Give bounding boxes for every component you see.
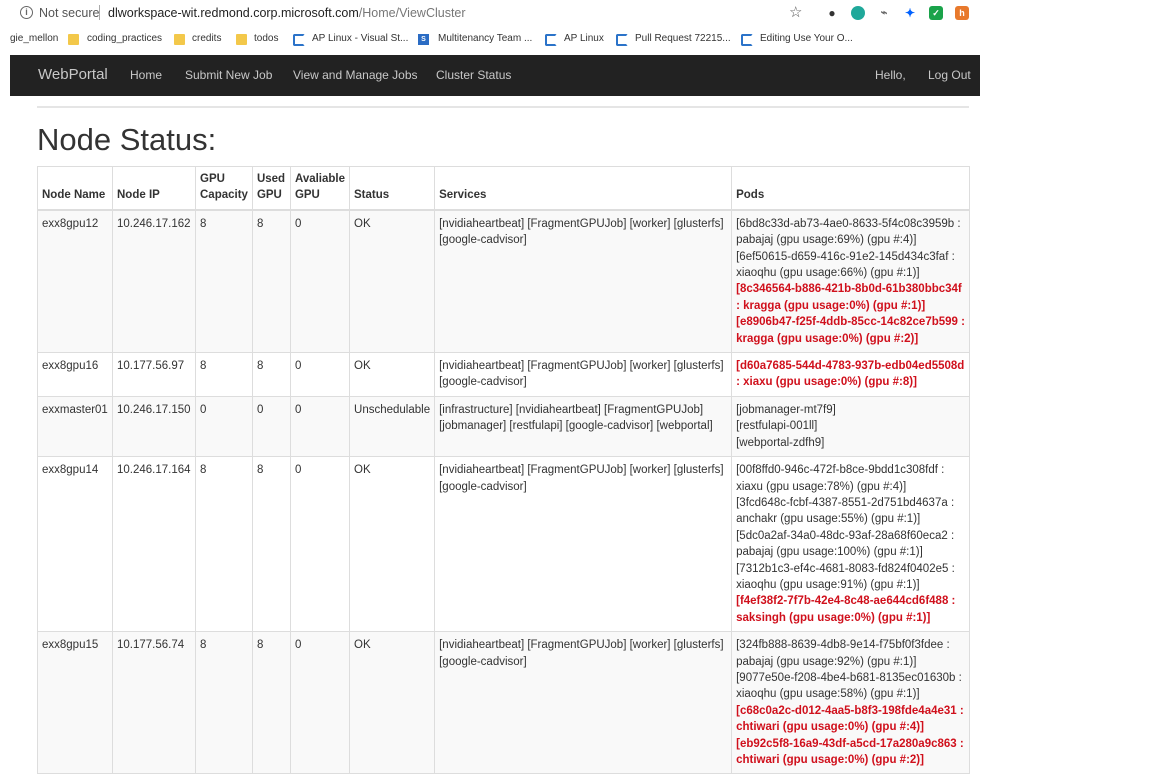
cell-services: [nvidiaheartbeat] [FragmentGPUJob] [worker] [glusterfs] [google-cadvisor] — [435, 457, 732, 632]
bookmark-item[interactable]: todos — [254, 33, 279, 44]
table-row — [38, 396, 970, 456]
cell-status: Unschedulable — [350, 396, 435, 456]
cell-services: [nvidiaheartbeat] [FragmentGPUJob] [worker] [glusterfs] [google-cadvisor] — [435, 353, 732, 397]
sharepoint-icon: S — [418, 34, 429, 45]
cell-pods — [732, 210, 970, 353]
pod-entry: [webportal-zdfh9] — [736, 436, 825, 449]
header-pods: Pods — [732, 167, 970, 210]
cell-used-gpu: 8 — [252, 632, 290, 774]
vs-icon — [741, 34, 753, 46]
bookmark-item[interactable]: coding_practices — [87, 33, 163, 44]
cell-used-gpu: 8 — [252, 210, 290, 353]
pod-entry: [3fcd648c-fcbf-4387-8551-2d751bd4637a : anchakr (gpu usage:55%) (gpu #:1)] — [736, 496, 955, 526]
cell-used-gpu: 8 — [252, 353, 290, 397]
cell-gpu-capacity: 0 — [196, 396, 253, 456]
header-node-name: Node Name — [38, 167, 113, 210]
bookmark-item[interactable]: Multitenancy Team ... — [438, 33, 533, 44]
folder-icon — [236, 34, 247, 45]
header-text: Used — [256, 173, 286, 185]
bookmark-item[interactable]: AP Linux - Visual St... — [312, 33, 409, 44]
cell-services: [nvidiaheartbeat] [FragmentGPUJob] [worker] [glusterfs] [google-cadvisor] — [435, 632, 732, 774]
browser-url-bar[interactable] — [0, 0, 1152, 27]
dropbox-icon[interactable]: ✦ — [904, 6, 916, 20]
header-text: GPU — [256, 189, 282, 202]
bookmark-item[interactable]: Editing Use Your O... — [760, 33, 853, 44]
header-used-gpu — [252, 167, 290, 210]
header-gpu-capacity — [196, 167, 253, 210]
pod-entry: [jobmanager-mt7f9] — [736, 403, 836, 416]
pod-entry: [00f8ffd0-946c-472f-b8ce-9bdd1c308fdf : xiaxu (gpu usage:78%) (gpu #:4)] — [736, 464, 945, 493]
cell-available-gpu: 0 — [290, 632, 349, 774]
nav-cluster-status[interactable]: Cluster Status — [436, 68, 512, 82]
pod-entry-idle: [eb92c5f8-16a9-43df-a5cd-17a280a9c863 : chtiwari (gpu usage:0%) (gpu #:2)] — [736, 737, 964, 766]
cell-node-ip: 10.246.17.164 — [113, 457, 196, 632]
cell-services: [nvidiaheartbeat] [FragmentGPUJob] [worker] [glusterfs] [google-cadvisor] — [435, 210, 732, 353]
cell-node-ip: 10.177.56.74 — [113, 632, 196, 774]
pod-entry: [324fb888-8639-4db8-9e14-f75bf0f3fdee : pabajaj (gpu usage:92%) (gpu #:1)] — [736, 639, 950, 668]
pod-entry-idle: [8c346564-b886-421b-8b0d-61b380bbc34f : kragga (gpu usage:0%) (gpu #:1)] — [736, 283, 962, 312]
nav-home[interactable]: Home — [130, 68, 163, 82]
cell-status: OK — [350, 210, 435, 353]
bookmark-item[interactable]: AP Linux — [564, 33, 604, 44]
table-header-row — [38, 167, 970, 210]
cell-node-name: exxmaster01 — [38, 396, 113, 456]
bookmarks-bar — [0, 27, 1152, 52]
bookmark-item[interactable]: credits — [192, 33, 222, 44]
office-icon[interactable]: h — [955, 6, 969, 20]
pod-entry-idle: [c68c0a2c-d012-4aa5-b8f3-198fde4a4e31 : chtiwari (gpu usage:0%) (gpu #:4)] — [736, 704, 964, 734]
folder-icon — [68, 34, 79, 45]
divider — [37, 106, 969, 108]
header-node-ip: Node IP — [113, 167, 196, 210]
pod-entry-idle: [f4ef38f2-7f7b-42e4-8c48-ae644cd6f488 : saksingh (gpu usage:0%) (gpu #:1)] — [736, 595, 956, 624]
pod-entry: [9077e50e-f208-4be4-b681-8135ec01630b : xiaoqhu (gpu usage:58%) (gpu #:1)] — [736, 671, 962, 701]
pod-entry: [5dc0a2af-34a0-48dc-93af-28a68f60eca2 : pabajaj (gpu usage:100%) (gpu #:1)] — [736, 529, 955, 559]
table-body — [38, 210, 970, 774]
header-services: Services — [435, 167, 732, 210]
greeting: Hello, — [875, 68, 906, 82]
url-divider — [99, 5, 100, 20]
cell-node-name: exx8gpu12 — [38, 210, 113, 353]
security-label[interactable]: Not secure — [39, 6, 100, 20]
cell-status: OK — [350, 457, 435, 632]
bookmark-item[interactable]: Pull Request 72215... — [635, 33, 731, 44]
top-navbar — [10, 55, 980, 96]
cell-available-gpu: 0 — [290, 396, 349, 456]
nav-view-manage-jobs[interactable]: View and Manage Jobs — [293, 68, 418, 82]
bookmark-star-icon[interactable]: ☆ — [789, 4, 803, 21]
nav-submit-new-job[interactable]: Submit New Job — [185, 68, 273, 82]
table-row — [38, 353, 970, 397]
cell-available-gpu: 0 — [290, 210, 349, 353]
pod-entry: [7312b1c3-ef4c-4681-8083-fd824f0402e5 : xiaoqhu (gpu usage:91%) (gpu #:1)] — [736, 562, 955, 591]
pod-entry: [restfulapi-001ll] — [736, 420, 818, 433]
logout-link[interactable]: Log Out — [928, 68, 971, 82]
header-text: Capacity — [200, 189, 248, 202]
header-text: Avaliable — [294, 173, 346, 185]
cell-pods — [732, 632, 970, 774]
pod-entry-idle: [e8906b47-f25f-4ddb-85cc-14c82ce7b599 : kragga (gpu usage:0%) (gpu #:2)] — [736, 316, 965, 345]
bookmark-item[interactable]: gie_mellon — [10, 33, 59, 44]
circle-icon[interactable] — [851, 6, 865, 20]
cell-node-name: exx8gpu16 — [38, 353, 113, 397]
cell-used-gpu: 8 — [252, 457, 290, 632]
node-status-table — [37, 166, 970, 774]
header-text: GPU — [200, 173, 225, 185]
cell-gpu-capacity: 8 — [196, 353, 253, 397]
cell-gpu-capacity: 8 — [196, 457, 253, 632]
cell-pods — [732, 457, 970, 632]
folder-icon — [174, 34, 185, 45]
cell-services: [infrastructure] [nvidiaheartbeat] [FragmentGPUJob] [jobmanager] [restfulapi] [google-cadvisor] [webportal] — [435, 396, 732, 456]
cell-status: OK — [350, 353, 435, 397]
cell-status: OK — [350, 632, 435, 774]
vs-icon — [293, 34, 305, 46]
cell-node-ip: 10.177.56.97 — [113, 353, 196, 397]
header-text: GPU — [294, 189, 320, 202]
url-host: dlworkspace-wit.redmond.corp.microsoft.com — [108, 6, 359, 20]
table-row — [38, 210, 970, 353]
brand-link[interactable]: WebPortal — [38, 66, 108, 83]
pod-entry-idle: [d60a7685-544d-4783-937b-edb04ed5508d : xiaxu (gpu usage:0%) (gpu #:8)] — [736, 360, 965, 389]
cell-pods — [732, 353, 970, 397]
header-available-gpu — [290, 167, 349, 210]
cell-node-ip: 10.246.17.150 — [113, 396, 196, 456]
table-row — [38, 457, 970, 632]
pod-entry: [6bd8c33d-ab73-4ae0-8633-5f4c08c3959b : pabajaj (gpu usage:69%) (gpu #:4)] — [736, 217, 961, 247]
cell-pods — [732, 396, 970, 456]
info-icon[interactable]: i — [20, 6, 33, 19]
cell-gpu-capacity: 8 — [196, 632, 253, 774]
cell-node-ip: 10.246.17.162 — [113, 210, 196, 353]
header-status: Status — [350, 167, 435, 210]
bulb-icon[interactable]: ● — [825, 6, 839, 20]
satellite-icon[interactable]: ⌁ — [877, 6, 891, 20]
cell-available-gpu: 0 — [290, 353, 349, 397]
cell-available-gpu: 0 — [290, 457, 349, 632]
vs-icon — [616, 34, 628, 46]
cell-gpu-capacity: 8 — [196, 210, 253, 353]
cell-used-gpu: 0 — [252, 396, 290, 456]
url-text[interactable] — [108, 6, 466, 20]
cell-node-name: exx8gpu14 — [38, 457, 113, 632]
vs-icon — [545, 34, 557, 46]
pod-entry: [6ef50615-d659-416c-91e2-145d434c3faf : xiaoqhu (gpu usage:66%) (gpu #:1)] — [736, 250, 955, 280]
url-path: /Home/ViewCluster — [358, 6, 466, 20]
cell-node-name: exx8gpu15 — [38, 632, 113, 774]
shield-icon[interactable]: ✓ — [929, 6, 943, 20]
page-title: Node Status: — [37, 122, 217, 157]
table-row — [38, 632, 970, 774]
